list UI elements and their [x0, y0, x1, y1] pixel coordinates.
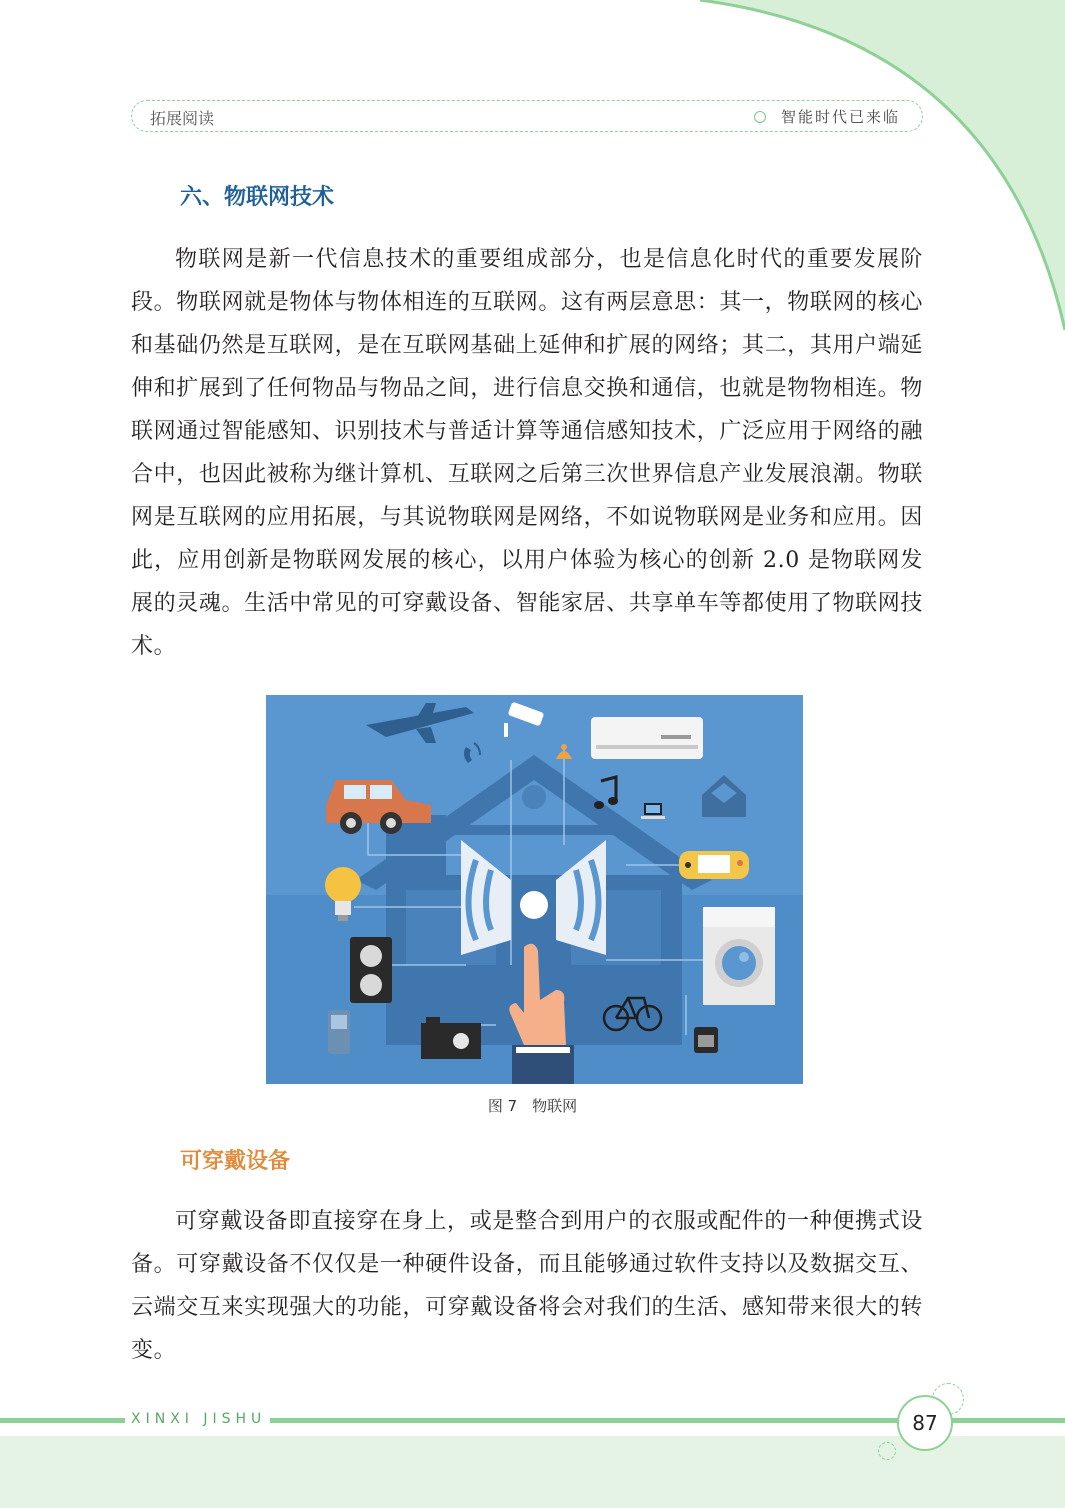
desk-phone-icon	[694, 1027, 718, 1053]
decor-circle-small	[878, 1442, 896, 1460]
figure-caption: 图 7 物联网	[487, 1097, 578, 1115]
header-right-label: 智能时代已来临	[780, 108, 900, 126]
page-number: 87	[912, 1411, 938, 1435]
subsection-paragraph: 可穿戴设备即直接穿在身上，或是整合到用户的衣服或配件的一种便携式设备。可穿戴设备不仅仅是一种硬件设备，而且能够通过软件支持以及数据交互、云端交互来实现强大的功能，可穿戴设备将会对我们的生活、感知带来很大的转变。	[131, 1209, 923, 1363]
laptop-icon	[641, 803, 665, 819]
footer-rule-left	[0, 1418, 125, 1423]
header-left-label: 拓展阅读	[150, 109, 215, 128]
mobile-phone-icon	[328, 1010, 350, 1054]
speaker-icon	[350, 937, 392, 1003]
footer-series-label: XINXI JISHU	[131, 1411, 267, 1427]
washing-machine-icon	[703, 907, 775, 1005]
subsection-title: 可穿戴设备	[180, 1149, 291, 1174]
air-conditioner-icon	[591, 717, 703, 759]
game-console-icon	[679, 851, 749, 879]
circle-bullet-icon	[754, 111, 766, 123]
iot-illustration	[266, 695, 803, 1084]
section-paragraph: 物联网是新一代信息技术的重要组成部分，也是信息化时代的重要发展阶段。物联网就是物体与物体相连的互联网。这有两层意思：其一，物联网的核心和基础仍然是互联网，是在互联网基础上延伸和扩展的网络；其二，其用户端延伸和扩展到了任何物品与物品之间，进行信息交换和通信，也就是物物相连。物联网通过智能感知、识别技术与普适计算等通信感知技术，广泛应用于网络的融合中，也因此被称为继计算机、互联网之后第三次世界信息产业发展浪潮。物联网是互联网的应用拓展，与其说物联网是网络，不如说物联网是业务和应用。因此，应用创新是物联网发展的核心，以用户体验为核心的创新 2.0 是物联网发展的灵魂。生活中常见的可穿戴设备、智能家居、共享单车等都使用了物联网技术。	[131, 247, 923, 659]
section-title: 六、物联网技术	[180, 185, 335, 210]
camera-icon	[421, 1017, 481, 1059]
